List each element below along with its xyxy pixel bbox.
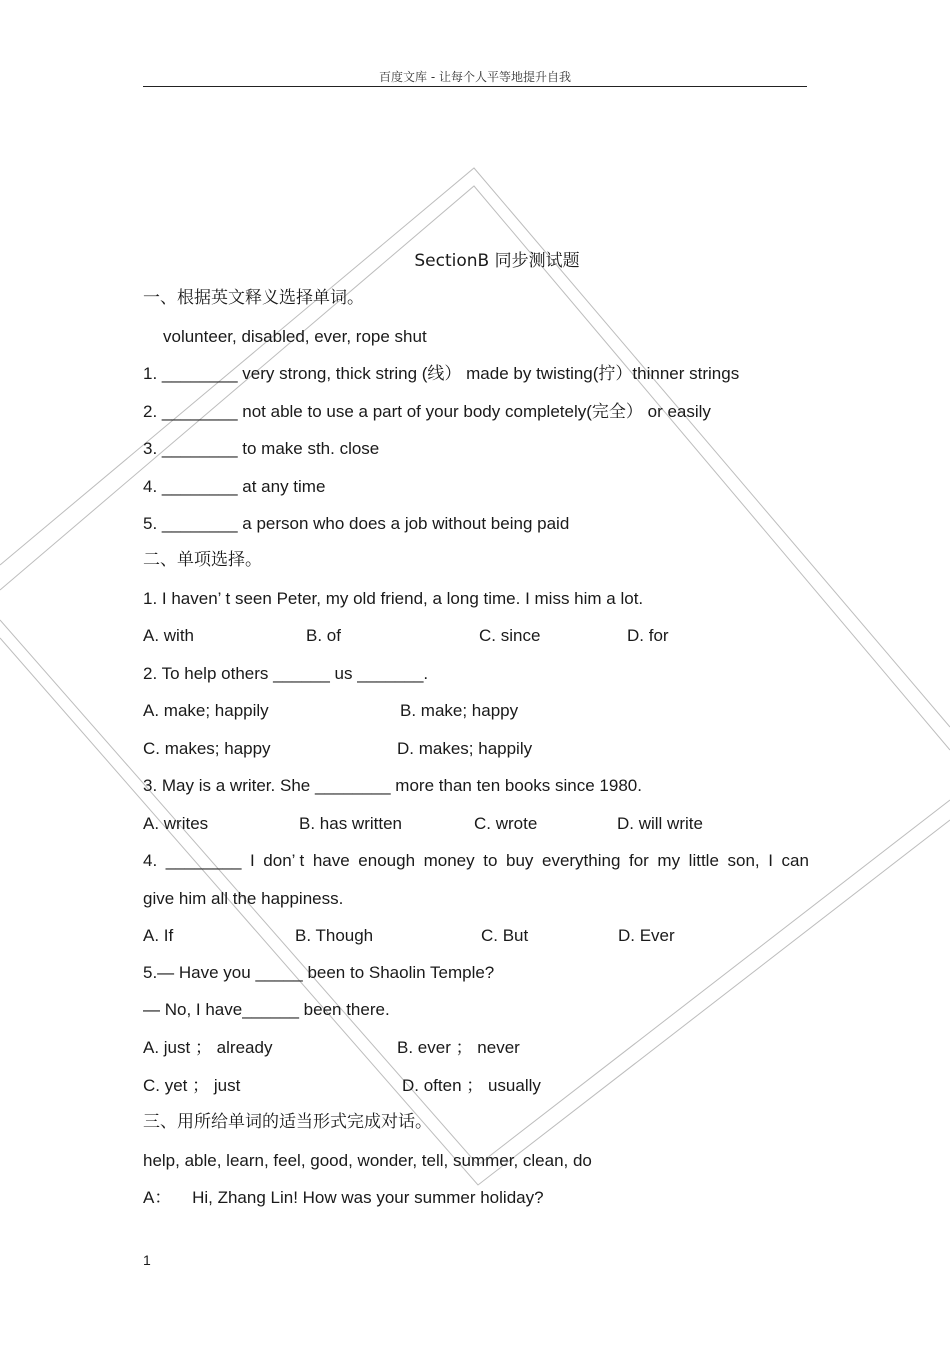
stem-word: buy <box>505 851 534 870</box>
part2-heading: 二、单项选择。 <box>143 550 262 570</box>
stem-word: don’ t <box>263 851 305 870</box>
page-title: SectionB 同步测试题 <box>414 251 580 271</box>
part1-heading: 一、根据英文释义选择单词。 <box>143 288 364 308</box>
option-a: A. If <box>143 926 174 945</box>
part1-item: 5. ________ a person who does a job without being paid <box>143 514 570 533</box>
option-b: B. Though <box>295 926 374 945</box>
part3-heading: 三、用所给单词的适当形式完成对话。 <box>143 1112 432 1132</box>
option-d: D. will write <box>617 814 703 833</box>
stem-word: can <box>781 851 809 870</box>
option-c: C. since <box>479 626 541 645</box>
option-b: B. make; happy <box>400 701 519 720</box>
part1-item: 4. ________ at any time <box>143 477 326 496</box>
stem-word: I <box>768 851 773 870</box>
stem-word: have <box>312 851 350 870</box>
question-reply: — No, I have______ been there. <box>143 1000 390 1019</box>
header-divider <box>143 86 807 87</box>
option-c: C. But <box>481 926 529 945</box>
option-a: A. with <box>143 626 195 645</box>
option-d: D. often ； usually <box>402 1076 541 1095</box>
option-c: C. wrote <box>474 814 538 833</box>
part1-item: 1. ________ very strong, thick string (线） made by twisting(拧）thinner strings <box>143 364 740 383</box>
stem-word: for <box>629 851 649 870</box>
stem-word: my <box>657 851 681 870</box>
stem-word: son, <box>727 851 760 870</box>
page-number: 1 <box>143 1252 151 1268</box>
dialog-line <box>143 1188 544 1208</box>
option-d: D. for <box>627 626 669 645</box>
question-stem: 3. May is a writer. She ________ more than ten books since 1980. <box>143 776 642 795</box>
option-a: A. writes <box>143 814 209 833</box>
option-c: C. makes; happy <box>143 739 271 758</box>
option-b: B. of <box>306 626 341 645</box>
stem-word: I <box>249 851 255 870</box>
question-stem: 1. I haven’ t seen Peter, my old friend, a long time. I miss him a lot. <box>143 589 644 608</box>
stem-word: ________ <box>165 851 242 870</box>
stem-word: everything <box>541 851 621 870</box>
stem-word: little <box>688 851 719 870</box>
question-stem: 2. To help others ______ us _______. <box>143 664 429 683</box>
question-stem-continued: give him all the happiness. <box>143 889 344 908</box>
dialog-speaker: A： <box>143 1188 172 1207</box>
option-b: B. has written <box>299 814 402 833</box>
page-header: 百度文库 - 让每个人平等地提升自我 <box>379 70 571 84</box>
stem-word: 4. <box>143 851 158 870</box>
option-d: D. makes; happily <box>397 739 533 758</box>
stem-word: enough <box>358 851 416 870</box>
question-stem <box>143 851 809 871</box>
part3-word-bank: help, able, learn, feel, good, wonder, tell, summer, clean, do <box>143 1151 592 1170</box>
part1-item: 2. ________ not able to use a part of your body completely(完全） or easily <box>143 402 711 421</box>
option-a: A. make; happily <box>143 701 269 720</box>
part1-word-bank: volunteer, disabled, ever, rope shut <box>163 327 427 346</box>
option-b: B. ever ； never <box>397 1038 520 1057</box>
question-stem: 5.— Have you _____ been to Shaolin Temple? <box>143 963 495 982</box>
option-a: A. just ； already <box>143 1038 273 1057</box>
stem-word: to <box>483 851 498 870</box>
part1-item: 3. ________ to make sth. close <box>143 439 380 458</box>
dialog-text: Hi, Zhang Lin! How was your summer holiday? <box>192 1188 544 1207</box>
option-d: D. Ever <box>618 926 675 945</box>
option-c: C. yet ； just <box>143 1076 241 1095</box>
stem-word: money <box>423 851 475 870</box>
